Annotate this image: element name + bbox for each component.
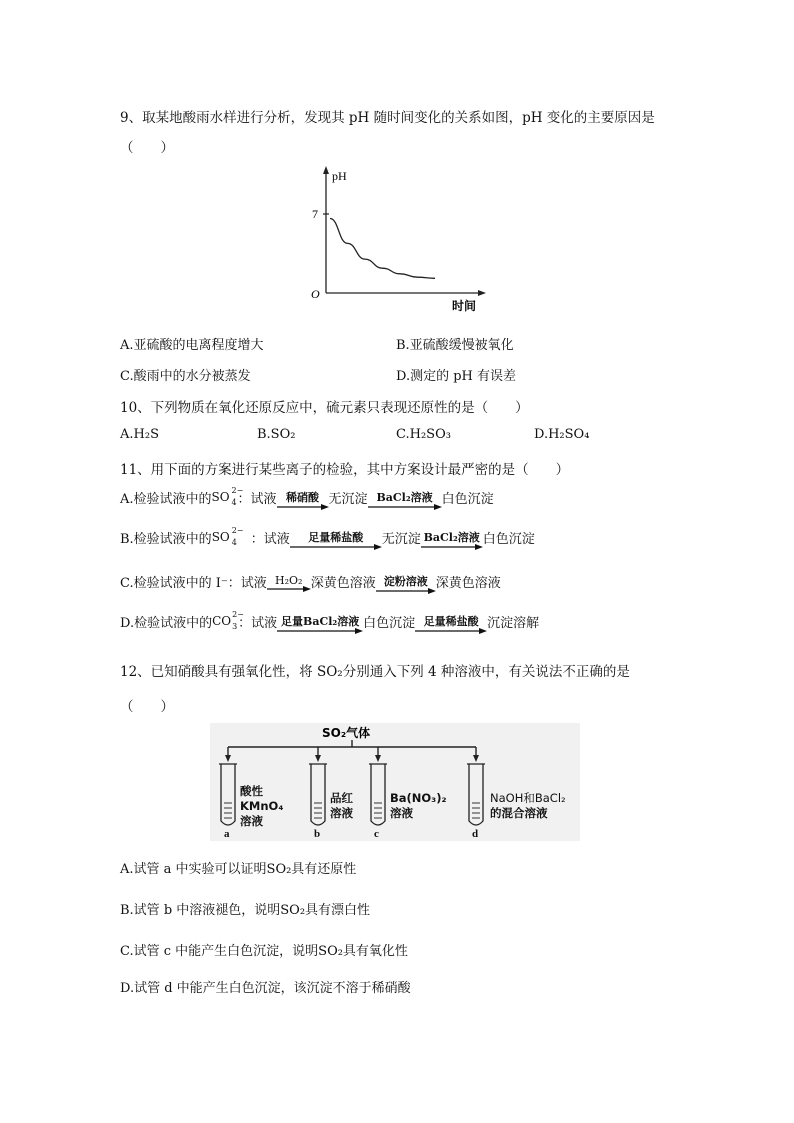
sulfate-ion: SO 2− 4	[211, 526, 244, 547]
reagent-arrow-2: BaCl₂溶液	[421, 529, 483, 551]
tube-a-line3: 溶液	[240, 814, 263, 828]
q11-option-d: D.检验试液中的 CO 2− 3 ：试液 足量BaCl₂溶液 白色沉淀 足量稀盐酸 沉淀溶解	[120, 612, 539, 635]
carbonate-ion: CO 2− 3	[212, 610, 244, 631]
q9-option-c: C.酸雨中的水分被蒸发	[120, 369, 251, 384]
q12-option-b: B.试管 b 中溶液褪色，说明SO₂具有漂白性	[120, 903, 371, 918]
q11-option-a: A.检验试液中的 SO 2− 4 ：试液 稀硝酸 无沉淀 BaCl₂溶液 白色沉淀	[120, 488, 494, 511]
tube-b-letter: b	[314, 828, 321, 840]
tube-a-letter: a	[224, 828, 230, 840]
q9-paren: （ ）	[120, 140, 174, 156]
q12-option-c: C.试管 c 中能产生白色沉淀，说明SO₂具有氧化性	[120, 944, 408, 959]
ph-curve-series	[330, 219, 435, 279]
ph-time-chart	[300, 163, 500, 318]
q10-option-c: C.H₂SO₃	[396, 427, 451, 442]
q11-option-b: B.检验试液中的 SO 2− 4 ：试液 足量稀盐酸 无沉淀 BaCl₂溶液 白色沉淀	[120, 528, 535, 551]
tube-b-line2: 溶液	[330, 806, 353, 820]
q10-option-a: A.H₂S	[120, 427, 159, 442]
tube-a-line1: 酸性	[240, 784, 263, 798]
q12-option-d: D.试管 d 中能产生白色沉淀，该沉淀不溶于稀硝酸	[120, 981, 411, 996]
tube-a-line2: KMnO₄	[240, 799, 284, 813]
y-axis-label: pH	[332, 169, 347, 183]
q9-option-b: B.亚硫酸缓慢被氧化	[396, 338, 514, 353]
q12-stem: 12、已知硝酸具有强氧化性，将 SO₂分别通入下列 4 种溶液中，有关说法不正确的是	[120, 664, 630, 680]
q9-stem: 9、取某地酸雨水样进行分析，发现其 pH 随时间变化的关系如图，pH 变化的主要原因是	[120, 110, 655, 126]
y-tick-label-7: 7	[312, 207, 318, 221]
tube-c-letter: c	[374, 828, 379, 840]
option-prefix: A.检验试液中的	[120, 492, 212, 507]
tube-c-line2: 溶液	[390, 806, 413, 820]
reagent-arrow-2: 足量稀盐酸	[415, 613, 487, 635]
q10-option-d: D.H₂SO₄	[534, 427, 590, 442]
sulfate-ion: SO 2− 4	[211, 486, 244, 507]
reagent-arrow-1: H₂O₂	[267, 574, 311, 593]
x-axis-label: 时间	[452, 299, 477, 313]
tube-d-letter: d	[472, 828, 479, 840]
reagent-arrow-1: 稀硝酸	[277, 489, 329, 511]
q11-option-c: C.检验试液中的 I⁻：试液 H₂O₂ 深黄色溶液 淀粉溶液 深黄色溶液	[120, 572, 501, 595]
q10-option-b: B.SO₂	[257, 427, 296, 442]
origin-label: O	[311, 287, 320, 301]
reagent-arrow-1: 足量BaCl₂溶液	[277, 613, 363, 635]
q9-option-d: D.测定的 pH 有误差	[396, 369, 517, 384]
q12-option-a: A.试管 a 中实验可以证明SO₂具有还原性	[120, 862, 357, 877]
x-axis-arrow	[478, 290, 486, 296]
tube-d-line2: 的混合溶液	[490, 806, 548, 820]
q11-stem: 11、用下面的方案进行某些离子的检验，其中方案设计最严密的是（ ）	[120, 462, 570, 478]
q12-paren: （ ）	[120, 699, 174, 715]
so2-test-tubes-figure	[210, 723, 580, 841]
tube-d-line1: NaOH和BaCl₂	[490, 791, 566, 805]
y-axis-arrow	[323, 166, 329, 174]
reagent-arrow-2: BaCl₂溶液	[368, 489, 442, 511]
tube-b-line1: 品红	[330, 791, 353, 805]
reagent-arrow-1: 足量稀盐酸	[290, 529, 382, 551]
q9-option-a: A.亚硫酸的电离程度增大	[120, 338, 264, 353]
q10-stem: 10、下列物质在氧化还原反应中，硫元素只表现还原性的是（ ）	[120, 400, 529, 416]
reagent-arrow-2: 淀粉溶液	[376, 573, 436, 595]
tube-c-line1: Ba(NO₃)₂	[390, 791, 447, 805]
gas-label: SO₂气体	[322, 726, 371, 740]
